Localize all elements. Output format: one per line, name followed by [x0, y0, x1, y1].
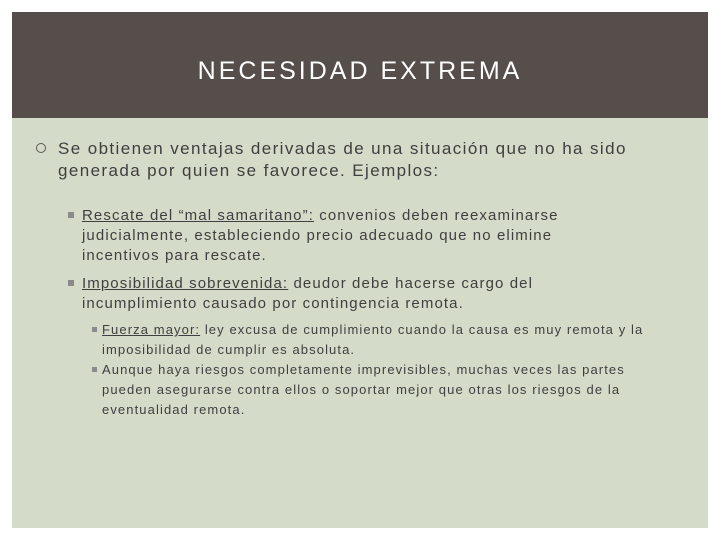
- square-bullet-icon: [68, 212, 74, 218]
- square-bullet-icon: [92, 367, 97, 372]
- bullet-imposibilidad-text: [68, 274, 628, 314]
- bullet-imposibilidad: [68, 274, 628, 314]
- rescate-term: Rescate del “mal samaritano”:: [82, 207, 314, 224]
- bullet-fuerza-mayor: [92, 320, 652, 360]
- bullet-rescate: [68, 206, 628, 266]
- rescate-description: convenios deben reexaminarse judicialmente, estableciendo precio adecuado que no elimine incentivos para rescate.: [82, 207, 559, 264]
- slide-title: NECESIDAD EXTREMA: [197, 56, 523, 85]
- bullet-rescate-text: [68, 206, 628, 266]
- hollow-circle-bullet-icon: [36, 143, 46, 153]
- slide: [12, 12, 708, 528]
- bullet-main-text: Se obtienen ventajas derivadas de una situación que no ha sido generada por quien se favorece. Ejemplos:: [58, 139, 627, 180]
- bullet-main: [38, 138, 678, 182]
- bullet-fuerza-mayor-text: [92, 320, 652, 360]
- square-bullet-icon: [92, 327, 97, 332]
- fuerza-mayor-term: Fuerza mayor:: [102, 322, 201, 337]
- fuerza-mayor-description: ley excusa de cumplimiento cuando la causa es muy remota y la imposibilidad de cumplir es absoluta.: [102, 322, 644, 357]
- square-bullet-icon: [68, 280, 74, 286]
- bullet-aunque: [92, 360, 652, 420]
- imposibilidad-term: Imposibilidad sobrevenida:: [82, 275, 289, 292]
- bullet-aunque-text: Aunque haya riesgos completamente imprevisibles, muchas veces las partes pueden asegurarse contra ellos o soportar mejor que otras los riesgos de la eventualidad remota.: [102, 362, 625, 417]
- title-bar: [12, 12, 708, 118]
- imposibilidad-description: deudor debe hacerse cargo del incumplimiento causado por contingencia remota.: [82, 275, 534, 312]
